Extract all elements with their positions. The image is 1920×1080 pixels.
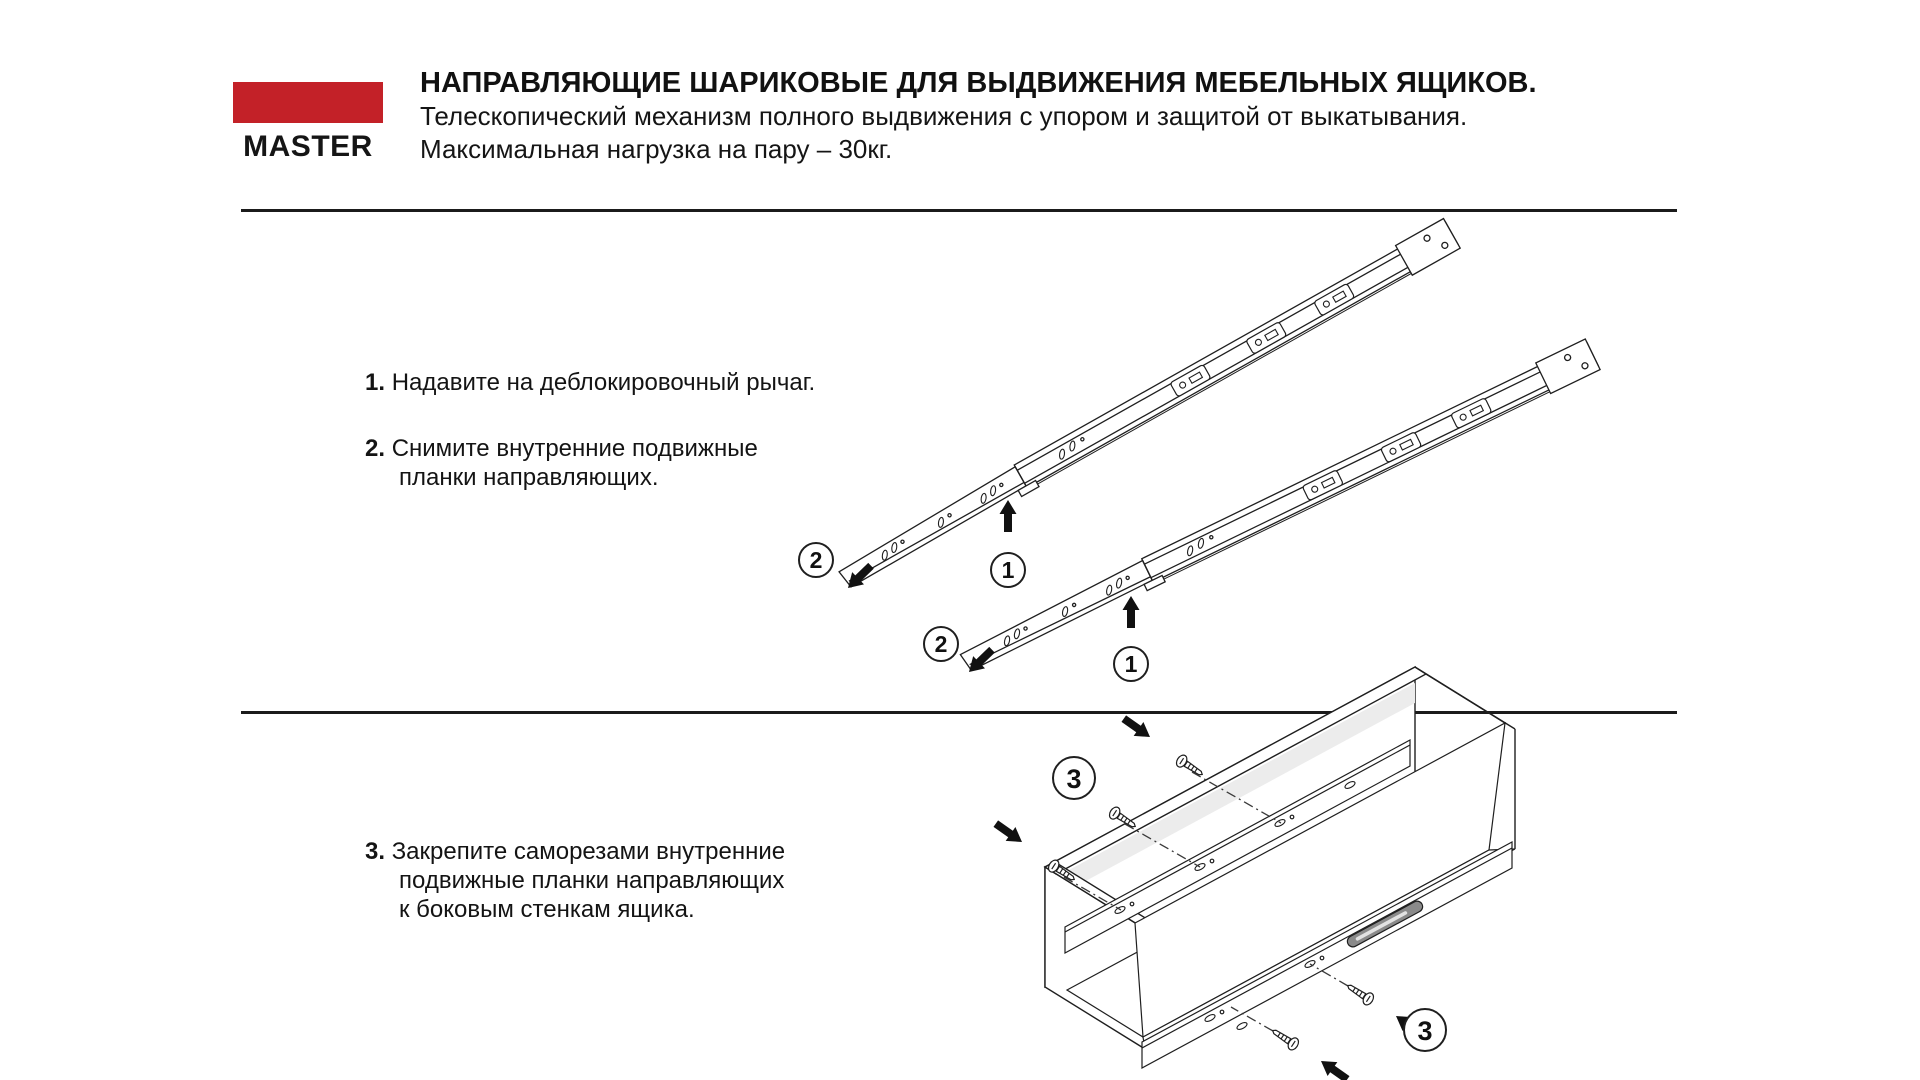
press-lever-arrow-upper xyxy=(1000,500,1017,532)
page-title: НАПРАВЛЯЮЩИЕ ШАРИКОВЫЕ ДЛЯ ВЫДВИЖЕНИЯ МЕБЕЛЬНЫХ ЯЩИКОВ. xyxy=(420,67,1537,99)
screw-top-1 xyxy=(1174,753,1205,780)
callout-3-bottom xyxy=(1404,1009,1446,1051)
page-subtitle: Телескопический механизм полного выдвижения с упором и защитой от выкатывания. xyxy=(420,101,1468,131)
step-1-number: 1. xyxy=(365,369,386,396)
brand-name: MASTER xyxy=(243,130,373,163)
svg-text:1: 1 xyxy=(1124,651,1138,677)
callout-3-top xyxy=(1053,757,1095,799)
svg-text:3: 3 xyxy=(1066,764,1082,794)
callout-2-upper xyxy=(799,543,833,577)
fasten-arrow-top-1 xyxy=(1119,712,1155,744)
load-note: Максимальная нагрузка на пару – 30кг. xyxy=(420,134,893,164)
drawer-slide-upper xyxy=(834,219,1461,593)
brand-logo-rectangle xyxy=(233,82,383,123)
step-1-text: 1. Надавите на деблокировочный рычаг. xyxy=(365,369,816,396)
fasten-arrow-bottom-2 xyxy=(1316,1054,1352,1080)
step-3-number: 3. xyxy=(365,838,386,865)
svg-text:2: 2 xyxy=(809,547,823,573)
step-2-number: 2. xyxy=(365,435,386,462)
screw-bottom-2 xyxy=(1269,1025,1300,1052)
slides-illustration xyxy=(200,180,1680,677)
svg-text:2: 2 xyxy=(934,631,948,657)
svg-text:1: 1 xyxy=(1001,557,1015,583)
drawer-illustration xyxy=(880,580,1680,1080)
svg-text:3: 3 xyxy=(1417,1016,1433,1046)
step-3-text: 3. Закрепите саморезами внутренние подвижные планки направляющих к боковым стенкам ящика. xyxy=(365,838,786,923)
fasten-arrow-top-3 xyxy=(991,817,1027,849)
header-block xyxy=(420,66,1680,166)
step-2-text: 2. Снимите внутренние подвижные планки направляющих. xyxy=(365,435,758,491)
screw-bottom-1 xyxy=(1344,980,1375,1007)
